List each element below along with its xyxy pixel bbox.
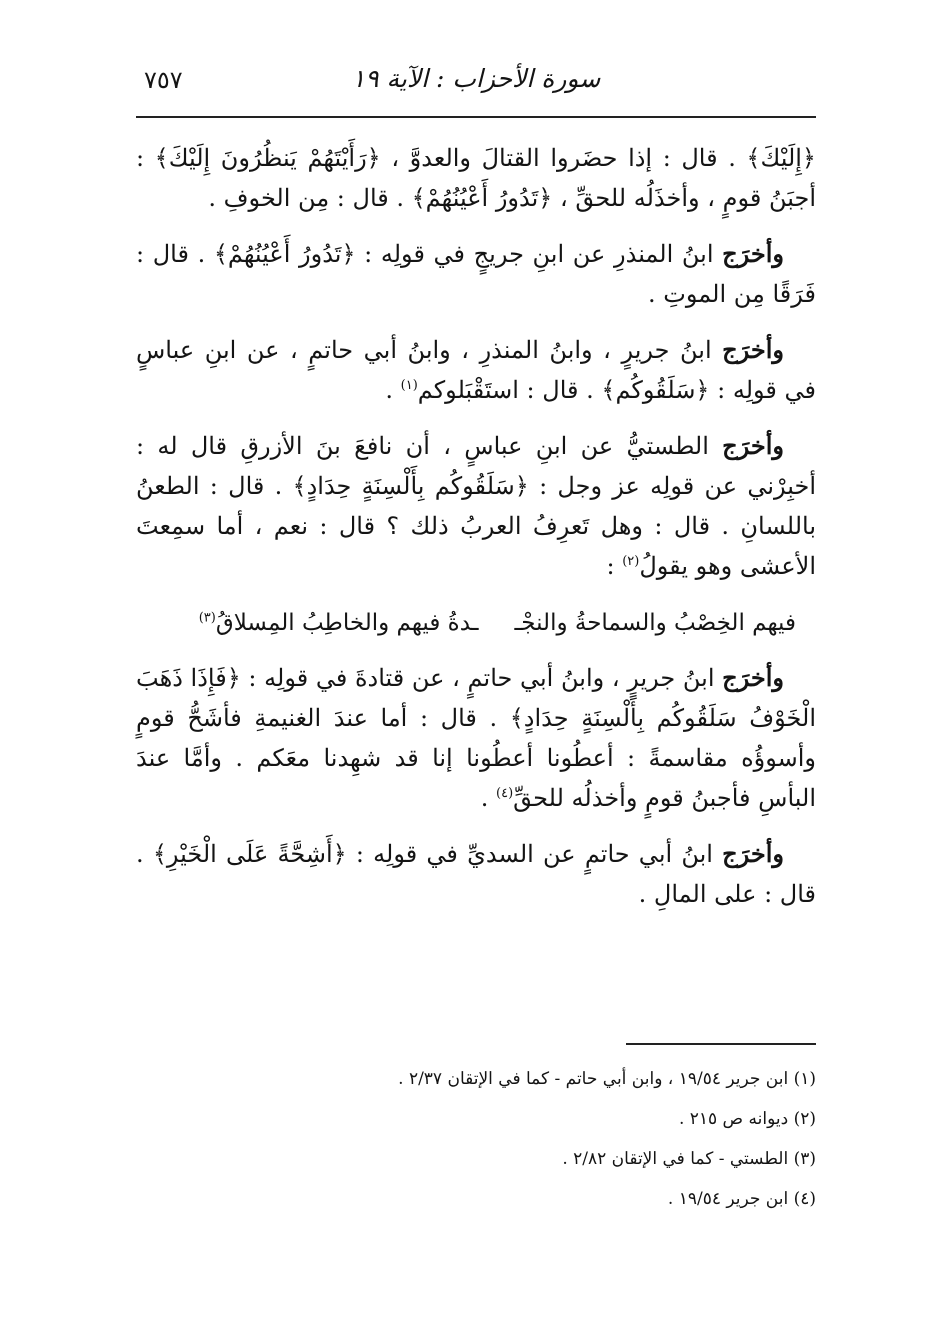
page-number: ٧٥٧ — [144, 66, 183, 94]
paragraph-6-text: ابنُ أبي حاتمٍ عن السديِّ في قولِه : ﴿أَشِحَّةً عَلَى الْخَيْرِ﴾ . قال : على المالِ . — [136, 840, 816, 908]
paragraph-1 — [136, 138, 816, 218]
paragraph-5 — [136, 658, 816, 818]
paragraph-1-text: ﴿إِلَيْكَ﴾ . قال : إذا حضَروا القتالَ والعدوَّ ، ﴿رَأَيْتَهُمْ يَنظُرُونَ إِلَيْكَ﴾ : أجبَنُ قومٍ ، وأخذَلُه للحقِّ ، ﴿تَدُورُ أَعْيُنُهُمْ﴾ . قال : مِن الخوفِ . — [136, 144, 816, 212]
footnote-ref-1: (١) — [400, 378, 418, 393]
paragraph-3-text: ابنُ جريرٍ ، وابنُ المنذرِ ، وابنُ أبي حاتمٍ ، عن ابنِ عباسٍ في قولِه : ﴿سَلَقُوكُم﴾ . قال : استَقْبَلوكم — [136, 336, 816, 404]
header-rule — [136, 116, 816, 118]
footnote-3: (٣) الطستي - كما في الإتقان ٢/٨٢ . — [562, 1149, 816, 1169]
verse-first-hemistich: فيهم الخِصْبُ والسماحةُ والنجْـ — [514, 610, 796, 636]
paragraph-6-lead: وأخرَج — [722, 839, 784, 868]
poetry-verse — [136, 602, 816, 644]
paragraph-3 — [136, 330, 816, 410]
verse-second-hemistich: ـدةُ فيهم والخاطِبُ المِسلاقُ — [215, 610, 479, 636]
paragraph-4-lead: وأخرَج — [722, 431, 784, 460]
paragraph-3-lead: وأخرَج — [722, 335, 784, 364]
paragraph-4-end: : — [606, 552, 623, 580]
main-text — [136, 138, 816, 930]
footnote-ref-4: (٤) — [496, 786, 514, 801]
paragraph-2-lead: وأخرَج — [722, 239, 784, 268]
paragraph-4 — [136, 426, 816, 586]
footnote-separator — [626, 1043, 816, 1045]
running-title: سورة الأحزاب : الآية ١٩ — [351, 64, 601, 93]
footnote-4: (٤) ابن جرير ١٩/٥٤ . — [667, 1189, 816, 1209]
paragraph-6 — [136, 834, 816, 914]
footnote-ref-3: (٣) — [198, 610, 216, 626]
paragraph-4-text: الطستيُّ عن ابنِ عباسٍ ، أن نافعَ بنَ الأزرقِ قال له : أخبِرْني عن قولِه عز وجل : ﴿سَلَقُوكُم بِأَلْسِنَةٍ حِدَادٍ﴾ . قال : الطعنُ باللسانِ . قال : وهل تَعرِفُ العربُ ذلك ؟ قال : نعم ، أما سمِعتَ الأعشى وهو يقولُ — [136, 432, 816, 580]
footnote-2: (٢) ديوانه ص ٢١٥ . — [678, 1109, 816, 1129]
paragraph-2-text: ابنُ المنذرِ عن ابنِ جريجٍ في قولِه : ﴿تَدُورُ أَعْيُنُهُمْ﴾ . قال : فَرَقًا مِن الموتِ . — [136, 240, 816, 308]
footnotes — [136, 1066, 816, 1226]
paragraph-5-lead: وأخرَج — [722, 663, 784, 692]
page-header — [136, 64, 816, 104]
paragraph-5-text: ابنُ جريرٍ ، وابنُ أبي حاتمٍ ، عن قتادةَ في قولِه : ﴿فَإِذَا ذَهَبَ الْخَوْفُ سَلَقُوكُم بِأَلْسِنَةٍ حِدَادٍ﴾ . قال : أما عندَ الغنيمةِ فأشَحُّ قومٍ وأسوؤُه مقاسمةً : أعطُونا أعطُونا إنا قد شهِدنا معَكم . وأمَّا عندَ البأسِ فأجبنُ قومٍ وأخذلُه للحقِّ — [136, 664, 816, 812]
paragraph-3-end: . — [385, 376, 401, 404]
footnote-1: (١) ابن جرير ١٩/٥٤ ، وابن أبي حاتم - كما في الإتقان ٢/٣٧ . — [398, 1069, 816, 1089]
paragraph-2 — [136, 234, 816, 314]
footnote-ref-2: (٢) — [622, 554, 640, 569]
paragraph-5-end: . — [480, 784, 496, 812]
